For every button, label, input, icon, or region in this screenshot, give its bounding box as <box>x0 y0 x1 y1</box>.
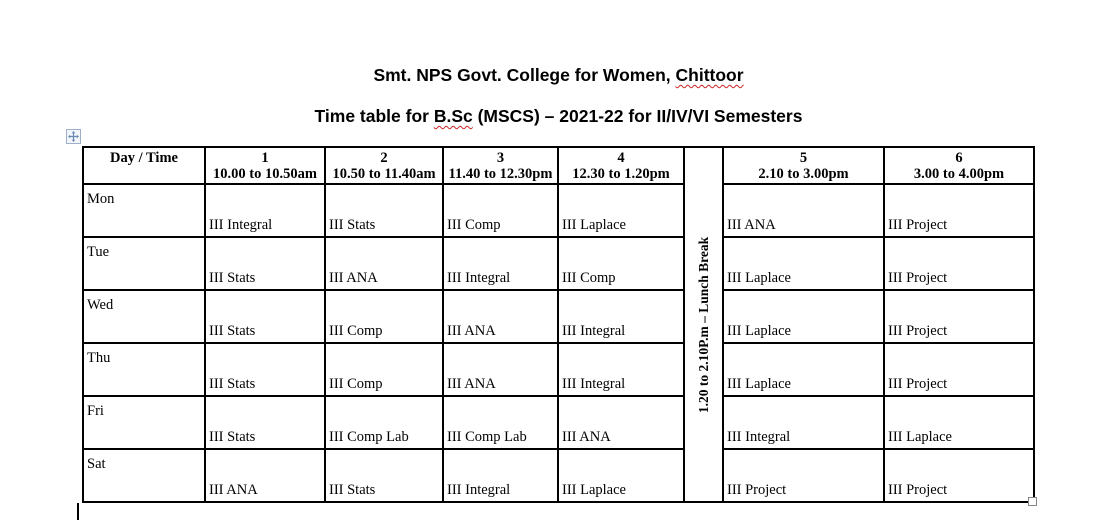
subject-cell[interactable]: III Stats <box>205 290 325 343</box>
lunch-break-cell[interactable] <box>684 147 723 502</box>
timetable <box>82 146 1035 503</box>
title-misspelled-word: Chittoor <box>675 65 744 85</box>
subject-cell[interactable]: III Project <box>884 449 1034 502</box>
subject-cell[interactable]: III Comp <box>443 184 558 237</box>
period-1-header-cell[interactable] <box>205 147 325 184</box>
timetable-row-sat <box>83 449 1034 502</box>
subject-cell[interactable]: III Integral <box>443 237 558 290</box>
period-time: 10.50 to 11.40am <box>332 166 436 182</box>
period-number: 3 <box>496 150 505 166</box>
period-6-header-cell[interactable] <box>884 147 1034 184</box>
table-move-handle[interactable] <box>66 129 81 144</box>
day-time-header-cell[interactable]: Day / Time <box>83 147 205 184</box>
subject-cell[interactable]: III Comp <box>325 290 443 343</box>
subject-cell[interactable]: III Comp Lab <box>325 396 443 449</box>
lunch-break-label: 1.20 to 2.10P.m – Lunch Break <box>695 236 711 413</box>
period-time: 3.00 to 4.00pm <box>913 166 1005 182</box>
subject-cell[interactable]: III Integral <box>558 290 684 343</box>
day-cell[interactable]: Fri <box>83 396 205 449</box>
subject-cell[interactable]: III Comp <box>558 237 684 290</box>
period-3-header-cell[interactable] <box>443 147 558 184</box>
subtitle-text: Time table for <box>314 106 434 126</box>
subject-cell[interactable]: III Project <box>884 343 1034 396</box>
document-subtitle[interactable] <box>0 104 1117 128</box>
day-cell[interactable]: Sat <box>83 449 205 502</box>
subject-cell[interactable]: III Laplace <box>723 237 884 290</box>
subject-cell[interactable]: III ANA <box>205 449 325 502</box>
subject-cell[interactable]: III ANA <box>723 184 884 237</box>
subject-cell[interactable]: III Laplace <box>558 449 684 502</box>
subtitle-misspelled-word: B.Sc <box>433 106 473 126</box>
title-text: Smt. NPS Govt. College for Women, <box>373 65 676 85</box>
subject-cell[interactable]: III Integral <box>205 184 325 237</box>
day-cell[interactable]: Mon <box>83 184 205 237</box>
period-number: 5 <box>799 150 808 166</box>
subject-cell[interactable]: III Integral <box>723 396 884 449</box>
subject-cell[interactable]: III Project <box>884 237 1034 290</box>
period-4-header-cell[interactable] <box>558 147 684 184</box>
subject-cell[interactable]: III ANA <box>558 396 684 449</box>
subject-cell[interactable]: III Project <box>884 290 1034 343</box>
text-cursor <box>77 503 79 520</box>
subject-cell[interactable]: III Stats <box>205 237 325 290</box>
subject-cell[interactable]: III Laplace <box>558 184 684 237</box>
timetable-header-row <box>83 147 1034 184</box>
subject-cell[interactable]: III Integral <box>443 449 558 502</box>
subject-cell[interactable]: III Comp Lab <box>443 396 558 449</box>
period-time: 12.30 to 1.20pm <box>572 166 670 182</box>
period-number: 6 <box>955 150 963 166</box>
period-time: 2.10 to 3.00pm <box>758 166 849 182</box>
timetable-row-thu <box>83 343 1034 396</box>
period-5-header-cell[interactable] <box>723 147 884 184</box>
table-resize-handle[interactable] <box>1028 497 1037 506</box>
subject-cell[interactable]: III Project <box>723 449 884 502</box>
timetable-row-mon <box>83 184 1034 237</box>
subject-cell[interactable]: III Stats <box>325 184 443 237</box>
subject-cell[interactable]: III ANA <box>443 290 558 343</box>
day-cell[interactable]: Tue <box>83 237 205 290</box>
subject-cell[interactable]: III Laplace <box>723 290 884 343</box>
subject-cell[interactable]: III Stats <box>205 396 325 449</box>
period-number: 4 <box>617 150 625 166</box>
subject-cell[interactable]: III Integral <box>558 343 684 396</box>
timetable-row-tue <box>83 237 1034 290</box>
period-number: 1 <box>261 150 269 166</box>
subject-cell[interactable]: III ANA <box>443 343 558 396</box>
subject-cell[interactable]: III Laplace <box>884 396 1034 449</box>
subject-cell[interactable]: III Project <box>884 184 1034 237</box>
subtitle-text-suffix: (MSCS) – 2021-22 for II/IV/VI Semesters <box>472 106 803 126</box>
day-cell[interactable]: Thu <box>83 343 205 396</box>
subject-cell[interactable]: III Laplace <box>723 343 884 396</box>
period-time: 11.40 to 12.30pm <box>448 166 553 182</box>
period-2-header-cell[interactable] <box>325 147 443 184</box>
move-cross-icon <box>68 131 79 142</box>
subject-cell[interactable]: III Stats <box>205 343 325 396</box>
document-title[interactable] <box>0 63 1117 87</box>
subject-cell[interactable]: III Comp <box>325 343 443 396</box>
timetable-row-fri <box>83 396 1034 449</box>
timetable-row-wed <box>83 290 1034 343</box>
period-number: 2 <box>380 150 388 166</box>
subject-cell[interactable]: III ANA <box>325 237 443 290</box>
period-time: 10.00 to 10.50am <box>213 166 317 182</box>
subject-cell[interactable]: III Stats <box>325 449 443 502</box>
day-cell[interactable]: Wed <box>83 290 205 343</box>
